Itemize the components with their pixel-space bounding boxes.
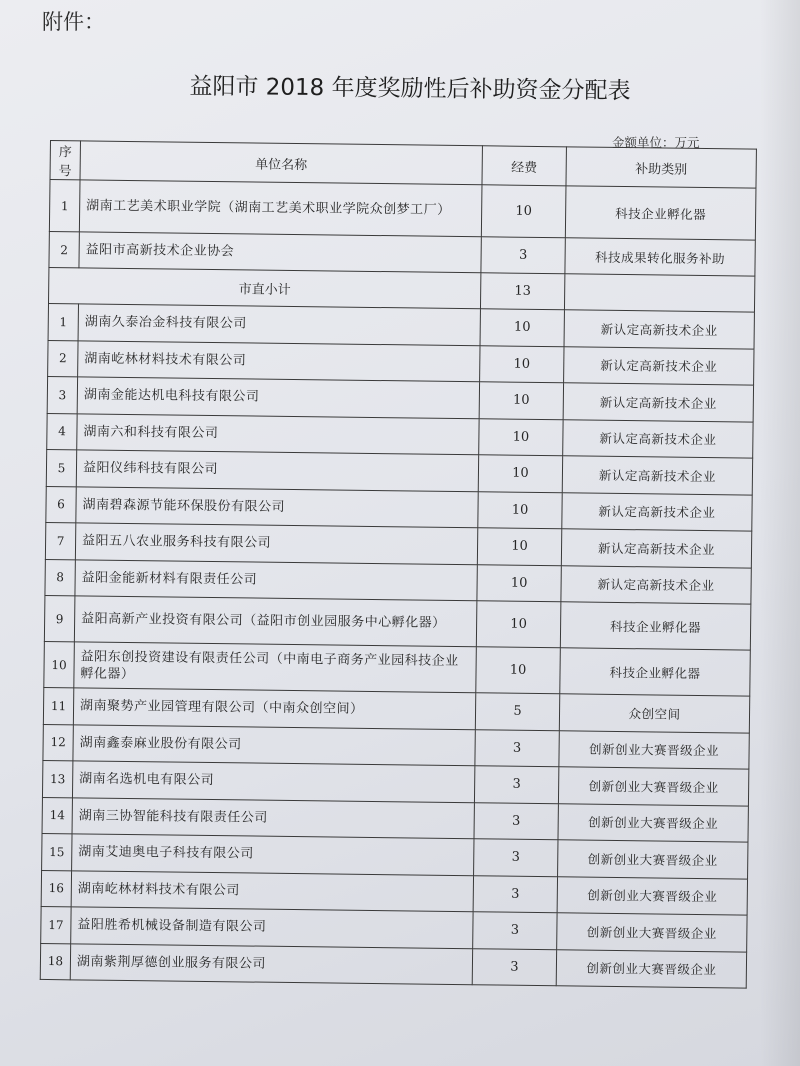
fee-amount: 3 (473, 875, 557, 913)
subsidy-category: 新认定高新技术企业 (562, 492, 752, 531)
row-number: 4 (47, 413, 77, 450)
subsidy-category: 创新创业大赛晋级企业 (557, 913, 747, 952)
amount-unit-note: 金额单位：万元 (612, 135, 700, 150)
row-number: 8 (45, 559, 75, 596)
subsidy-category: 新认定高新技术企业 (564, 310, 754, 349)
subsidy-category: 新认定高新技术企业 (564, 346, 754, 385)
table-row (49, 180, 756, 241)
subsidy-category: 科技企业孵化器 (565, 186, 756, 240)
unit-name: 湖南三协智能科技有限责任公司 (72, 797, 474, 838)
row-number: 14 (42, 797, 72, 834)
fee-amount: 3 (473, 912, 557, 950)
unit-name: 湖南六和科技有限公司 (77, 413, 479, 454)
row-number: 13 (42, 760, 72, 797)
document-title: 益阳市 2018 年度奖励性后补助资金分配表 (189, 73, 631, 105)
subtotal-category (564, 274, 754, 312)
attachment-label: 附件： (42, 10, 105, 34)
subsidy-category: 新认定高新技术企业 (561, 565, 751, 604)
subtotal-fee: 13 (480, 273, 564, 310)
enterprise-rows (40, 303, 754, 988)
row-number: 10 (44, 641, 75, 687)
table-row (40, 943, 746, 988)
row-number: 2 (48, 340, 78, 377)
unit-name: 湖南屹林材料技术有限公司 (71, 870, 473, 911)
subsidy-category: 创新创业大赛晋级企业 (557, 876, 747, 915)
subsidy-category: 科技企业孵化器 (560, 602, 751, 650)
unit-name: 湖南紫荆厚德创业服务有限公司 (70, 943, 472, 984)
fee-amount: 5 (475, 693, 559, 731)
fee-amount: 3 (475, 729, 559, 767)
unit-name: 益阳胜希机械设备制造有限公司 (71, 907, 473, 948)
row-number: 6 (46, 486, 76, 523)
unit-name: 益阳市高新技术企业协会 (79, 232, 481, 273)
unit-name: 益阳仪纬科技有限公司 (76, 450, 478, 491)
fee-amount: 3 (474, 839, 558, 877)
fee-amount: 10 (477, 528, 561, 566)
subsidy-category: 科技成果转化服务补助 (565, 238, 755, 276)
unit-name: 湖南艾迪奥电子科技有限公司 (72, 834, 474, 875)
fee-amount: 10 (477, 564, 561, 602)
subsidy-category: 创新创业大赛晋级企业 (558, 767, 748, 806)
row-number: 9 (44, 595, 75, 641)
unit-name: 益阳高新产业投资有限公司（益阳市创业园服务中心孵化器） (74, 596, 477, 647)
fee-amount: 10 (480, 309, 564, 347)
row-number: 7 (45, 522, 75, 559)
subsidy-category: 新认定高新技术企业 (563, 383, 753, 422)
fee-amount: 10 (481, 185, 566, 238)
row-number: 3 (47, 376, 77, 413)
city-direct-rows (49, 180, 756, 277)
fee-amount: 3 (481, 237, 565, 274)
allocation-table-wrapper (40, 140, 757, 989)
row-number: 1 (48, 303, 78, 340)
row-number: 12 (43, 724, 73, 761)
fee-amount: 10 (479, 418, 563, 456)
fee-amount: 10 (476, 647, 561, 694)
column-header-category: 补助类别 (566, 147, 756, 188)
fee-amount: 10 (478, 491, 562, 529)
subsidy-category: 科技企业孵化器 (560, 648, 751, 696)
subtotal-label: 市直小计 (49, 267, 481, 308)
fee-amount: 10 (480, 345, 564, 383)
unit-name: 湖南名选机电有限公司 (72, 761, 474, 802)
subsidy-category: 创新创业大赛晋级企业 (558, 803, 748, 842)
fee-amount: 10 (478, 455, 562, 493)
row-number: 17 (41, 906, 71, 943)
unit-name: 益阳五八农业服务科技有限公司 (75, 523, 477, 564)
column-header-no: 序号 (50, 141, 80, 180)
subsidy-category: 新认定高新技术企业 (562, 456, 752, 495)
subsidy-category: 众创空间 (559, 694, 749, 733)
fee-amount: 3 (474, 766, 558, 804)
unit-name: 湖南鑫泰麻业股份有限公司 (73, 724, 475, 765)
unit-name: 益阳金能新材料有限责任公司 (75, 559, 477, 600)
fee-amount: 3 (474, 802, 558, 840)
row-number: 18 (40, 943, 70, 980)
fee-amount: 10 (479, 382, 563, 420)
column-header-name: 单位名称 (80, 141, 482, 185)
fee-amount: 10 (476, 601, 561, 648)
unit-name: 湖南碧森源节能环保股份有限公司 (76, 486, 478, 527)
unit-name: 湖南屹林材料技术有限公司 (78, 340, 480, 381)
subsidy-category: 新认定高新技术企业 (561, 529, 751, 568)
unit-name: 湖南久泰冶金科技有限公司 (78, 304, 480, 345)
subsidy-category: 创新创业大赛晋级企业 (559, 730, 749, 769)
unit-name: 湖南工艺美术职业学院（湖南工艺美术职业学院众创梦工厂） (79, 180, 482, 237)
unit-name: 湖南金能达机电科技有限公司 (77, 377, 479, 418)
row-number: 2 (49, 231, 79, 267)
fee-amount: 3 (472, 948, 556, 986)
page-edge-shadow (760, 0, 800, 1066)
row-number: 11 (43, 687, 73, 724)
column-header-fee: 经费 (482, 146, 566, 186)
unit-name: 湖南聚势产业园管理有限公司（中南众创空间） (73, 688, 475, 729)
subsidy-category: 新认定高新技术企业 (563, 419, 753, 458)
row-number: 16 (41, 870, 71, 907)
allocation-table (40, 140, 757, 989)
row-number: 15 (42, 833, 72, 870)
subsidy-category: 创新创业大赛晋级企业 (556, 949, 746, 988)
unit-name: 益阳东创投资建设有限责任公司（中南电子商务产业园科技企业孵化器） (74, 642, 477, 693)
subsidy-category: 创新创业大赛晋级企业 (558, 840, 748, 879)
row-number: 5 (46, 449, 76, 486)
row-number: 1 (49, 180, 80, 232)
